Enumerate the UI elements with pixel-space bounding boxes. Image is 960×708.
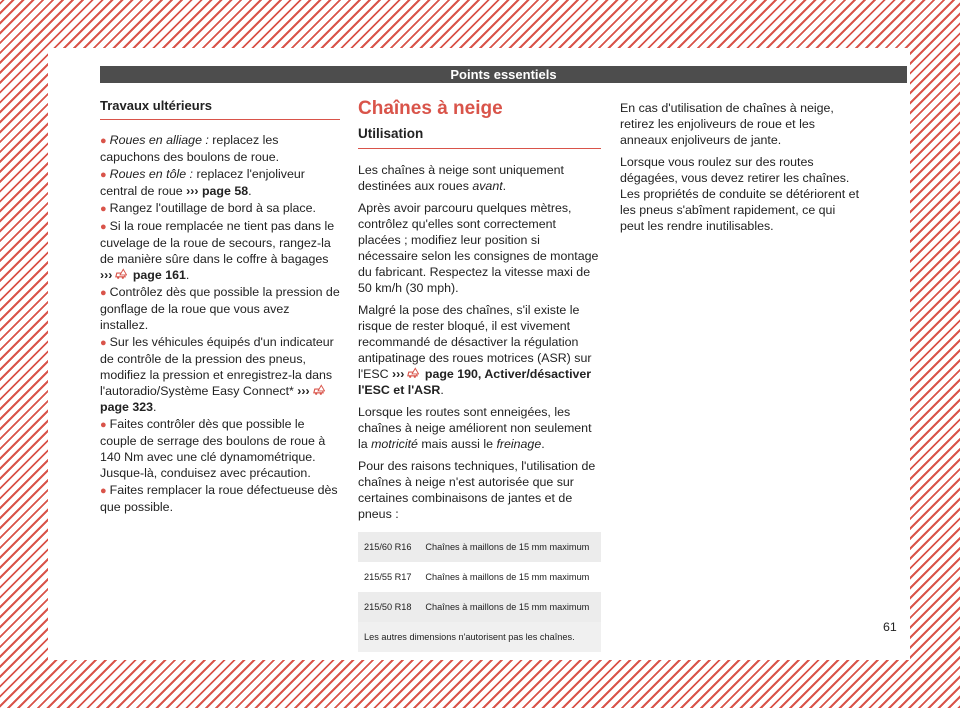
- table-row: [358, 532, 601, 562]
- item-text: replacez les capuchons des boulons de roue.: [100, 133, 280, 164]
- page-link[interactable]: page 58: [201, 184, 249, 198]
- list-item: [100, 334, 340, 415]
- item-text: Sur les véhicules équipés d'un indicateur de contrôle de la pression des pneus, modifiez la pression et enregistrez-la dans l'autoradio/Système Easy Connect*: [100, 335, 334, 398]
- table-note: Les autres dimensions n'autorisent pas les chaînes.: [358, 622, 601, 652]
- item-text: .: [185, 268, 190, 282]
- list-item: [100, 482, 340, 515]
- chapter-title: Chaînes à neige: [358, 98, 503, 119]
- page-header: Points essentiels: [100, 66, 907, 83]
- car-warning-icon: [114, 268, 127, 280]
- tire-chain-table: [358, 532, 601, 652]
- list-item: [100, 200, 340, 217]
- list-item: [100, 166, 340, 199]
- page-link[interactable]: page 161: [132, 268, 186, 282]
- paragraph: Après avoir parcouru quelques mètres, contrôlez qu'elles sont correctement placées ; modifiez leur position si nécessaire selon les consignes de montage du fabricant. Respectez la vitesse maxi de 50 km/h (30 mph).: [358, 201, 599, 295]
- item-text: replacez l'enjoliveur central de roue: [100, 167, 305, 198]
- bullet-icon: ●: [100, 203, 107, 215]
- ref-arrow: ›››: [392, 367, 405, 381]
- bullet-icon: ●: [100, 419, 107, 431]
- list-item: [100, 284, 340, 333]
- table-cell-size: 215/50 R18: [364, 602, 412, 612]
- item-text: .: [248, 184, 252, 198]
- page-number: 61: [883, 620, 897, 634]
- item-lead: Roues en alliage :: [109, 133, 209, 147]
- table-note-row: [358, 622, 601, 652]
- list-item: [100, 416, 340, 481]
- bullet-icon: ●: [100, 169, 107, 181]
- item-text: Contrôlez dès que possible la pression de gonflage de la roue que vous avez installez.: [100, 285, 340, 332]
- bullet-icon: ●: [100, 287, 107, 299]
- item-lead: Roues en tôle :: [109, 167, 194, 181]
- paragraph: Pour des raisons techniques, l'utilisation de chaînes à neige n'est autorisée que sur certaines combinaisons de jantes et de pneus :: [358, 459, 596, 521]
- page-link[interactable]: page 323: [100, 400, 154, 414]
- table-cell-chain: Chaînes à maillons de 15 mm maximum: [425, 602, 590, 612]
- paragraph: Lorsque les routes sont enneigées, les chaînes à neige améliorent non seulement la motricité mais aussi le freinage.: [358, 405, 592, 451]
- paragraph: Lorsque vous roulez sur des routes dégagées, vous devez retirer les chaînes. Les propriétés de conduite se détériorent et les pneus s'abîment rapidement, ce qui peut les rendre inutilisables.: [620, 155, 860, 233]
- page-link[interactable]: page 190, Activer/désactiver l'ESC et l'ASR: [358, 367, 592, 397]
- ref-arrow: ›››: [297, 384, 310, 398]
- bullet-icon: ●: [100, 337, 107, 349]
- car-warning-icon: [312, 384, 325, 396]
- page: [48, 48, 910, 660]
- middle-column: [358, 98, 601, 652]
- table-cell-size: 215/55 R17: [364, 572, 412, 582]
- list-item: [100, 218, 340, 283]
- table-cell-chain: Chaînes à maillons de 15 mm maximum: [425, 572, 590, 582]
- left-column: [100, 98, 340, 516]
- bullet-icon: ●: [100, 485, 107, 497]
- list-item: [100, 132, 340, 165]
- section-title: Travaux ultérieurs: [100, 98, 340, 120]
- car-warning-icon: [406, 367, 419, 379]
- item-text: Faites remplacer la roue défectueuse dès que possible.: [100, 483, 338, 514]
- item-text: Faites contrôler dès que possible le couple de serrage des boulons de roue à 140 Nm avec une clé dynamométrique. Jusque-là, conduisez avec précaution.: [100, 417, 326, 480]
- right-column: [620, 100, 860, 240]
- table-row: [358, 562, 601, 592]
- bullet-icon: ●: [100, 135, 107, 147]
- table-row: [358, 592, 601, 622]
- paragraph: Les chaînes à neige sont uniquement destinées aux roues avant.: [358, 163, 564, 193]
- bullet-list: [100, 132, 340, 515]
- item-text: Rangez l'outillage de bord à sa place.: [109, 201, 316, 215]
- paragraph: En cas d'utilisation de chaînes à neige, retirez les enjoliveurs de roue et les anneaux enjoliveurs de jante.: [620, 101, 834, 147]
- section-subtitle: Utilisation: [358, 126, 601, 149]
- item-text: Si la roue remplacée ne tient pas dans le cuvelage de la roue de secours, rangez-la de manière sûre dans le coffre à bagages: [100, 219, 335, 266]
- paragraph: Malgré la pose des chaînes, s'il existe le risque de rester bloqué, il est vivement recommandé de désactiver la régulation antipatinage des roues motrices (ASR) sur l'ESC ››› page 190, Activer/désactiver l'ESC et l'ASR.: [358, 303, 592, 397]
- ref-arrow: ›››: [100, 268, 113, 282]
- item-text: .: [153, 400, 157, 414]
- table-cell-chain: Chaînes à maillons de 15 mm maximum: [425, 542, 590, 552]
- bullet-icon: ●: [100, 221, 107, 233]
- ref-arrow: ›››: [186, 184, 199, 198]
- table-cell-size: 215/60 R16: [364, 542, 412, 552]
